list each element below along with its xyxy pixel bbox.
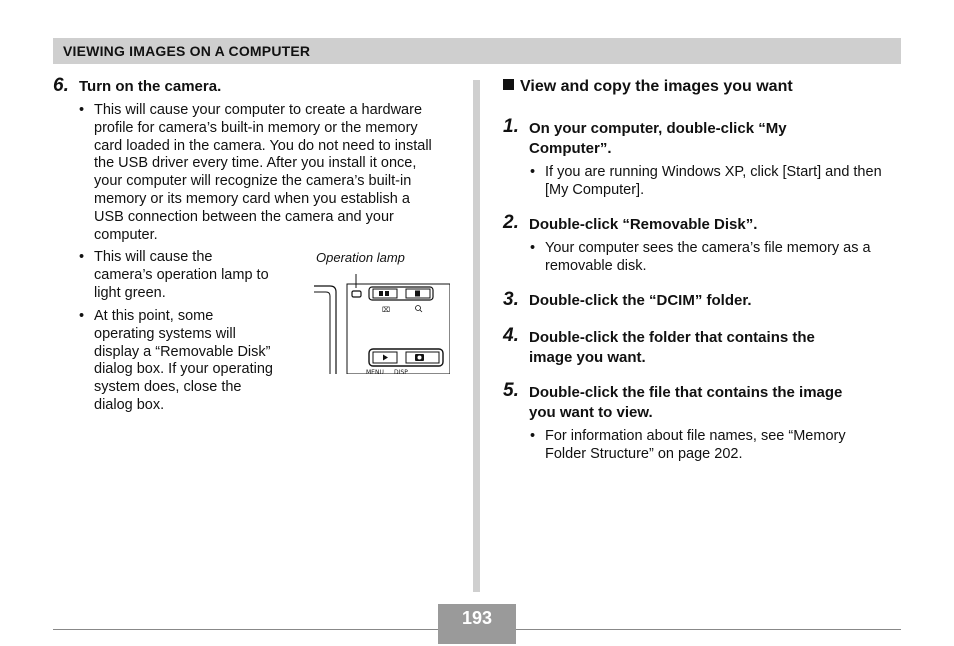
text-line: Double-click the “DCIM” folder. [529, 292, 752, 309]
text-line: operating systems will [94, 325, 236, 342]
text-line: profile for camera’s built-in memory or the memory [94, 119, 418, 136]
disp-label: DISP [394, 369, 408, 374]
text-line: On your computer, double-click “My [529, 120, 787, 137]
step-1-title [529, 119, 787, 159]
text-line: the USB driver every time. After you install it once, [94, 155, 417, 172]
camera-edge-outer [314, 286, 336, 374]
section-header-title: VIEWING IMAGES ON A COMPUTER [63, 43, 311, 59]
step-4-number: 4. [503, 325, 519, 346]
step-5-bullet [545, 428, 846, 464]
step-6-bullet-1 [94, 102, 432, 244]
text-line: dialog box. If your operating [94, 361, 273, 378]
step-5-title [529, 383, 842, 423]
text-line: This will cause your computer to create a hardware [94, 102, 423, 118]
text-line: Double-click “Removable Disk”. [529, 216, 758, 233]
text-line: Double-click the folder that contains the [529, 329, 815, 346]
text-line: camera’s operation lamp to [94, 266, 269, 283]
square-bullet-icon [503, 79, 514, 90]
camera-edge-inner [314, 292, 330, 374]
text-line: card loaded in the camera. You do not need to install [94, 137, 432, 154]
thumb-cell-icon [385, 291, 389, 296]
bullet-glyph: • [530, 428, 536, 444]
text-line: For information about file names, see “Memory [545, 428, 846, 444]
menu-label: MENU [366, 369, 384, 374]
operation-lamp-caption: Operation lamp [316, 250, 405, 265]
operation-lamp-icon [352, 291, 361, 297]
text-line: system does, close the [94, 379, 242, 396]
bullet-glyph: • [79, 102, 85, 118]
step-1-number: 1. [503, 116, 519, 137]
thumb-cell-icon [379, 291, 383, 296]
column-divider [473, 80, 480, 592]
step-2-number: 2. [503, 212, 519, 233]
step-6-bullet-3 [94, 308, 273, 415]
step-3-number: 3. [503, 289, 519, 310]
page-number: 193 [461, 608, 493, 628]
text-line: you want to view. [529, 404, 653, 421]
magnifier-icon [416, 306, 421, 311]
grid-icon: ⌧ [382, 306, 391, 314]
text-line: dialog box. [94, 396, 165, 413]
step-1-bullet [545, 164, 882, 200]
text-line: memory or its memory card when you establish a [94, 190, 410, 207]
camera-back-illustration [314, 274, 450, 374]
step-4-title [529, 328, 815, 368]
text-line: If you are running Windows XP, click [Start] and then [545, 164, 882, 180]
step-5-number: 5. [503, 380, 519, 401]
section-heading [503, 78, 793, 96]
step-2-title [529, 215, 757, 235]
text-line: Computer”. [529, 140, 612, 157]
text-line: This will cause the [94, 249, 213, 265]
section-heading-text: View and copy the images you want [520, 78, 793, 95]
bullet-glyph: • [530, 240, 536, 256]
step-2-bullet [545, 240, 871, 276]
step-6-number: 6. [53, 75, 69, 96]
section-header-bar [53, 38, 901, 64]
text-line: Your computer sees the camera’s file memory as a [545, 240, 871, 256]
text-line: computer. [94, 226, 158, 243]
text-line: your computer will recognize the camera’s built-in [94, 173, 412, 190]
step-6-title: Turn on the camera. [79, 78, 222, 95]
text-line: Folder Structure” on page 202. [545, 445, 743, 462]
text-line: At this point, some [94, 308, 214, 324]
text-line: removable disk. [545, 257, 647, 274]
text-line: USB connection between the camera and your [94, 208, 394, 225]
text-line: image you want. [529, 349, 646, 366]
text-line: light green. [94, 284, 166, 301]
bullet-glyph: • [530, 164, 536, 180]
page-number-box [438, 604, 516, 644]
bullet-glyph: • [79, 308, 85, 324]
zoom-mark-icon [415, 291, 420, 297]
text-line: Double-click the file that contains the image [529, 384, 843, 401]
step-6-bullet-2 [94, 249, 269, 302]
step-3-title [529, 291, 752, 311]
text-line: [My Computer]. [545, 181, 645, 198]
text-line: display a “Removable Disk” [94, 343, 271, 360]
bullet-glyph: • [79, 249, 85, 265]
